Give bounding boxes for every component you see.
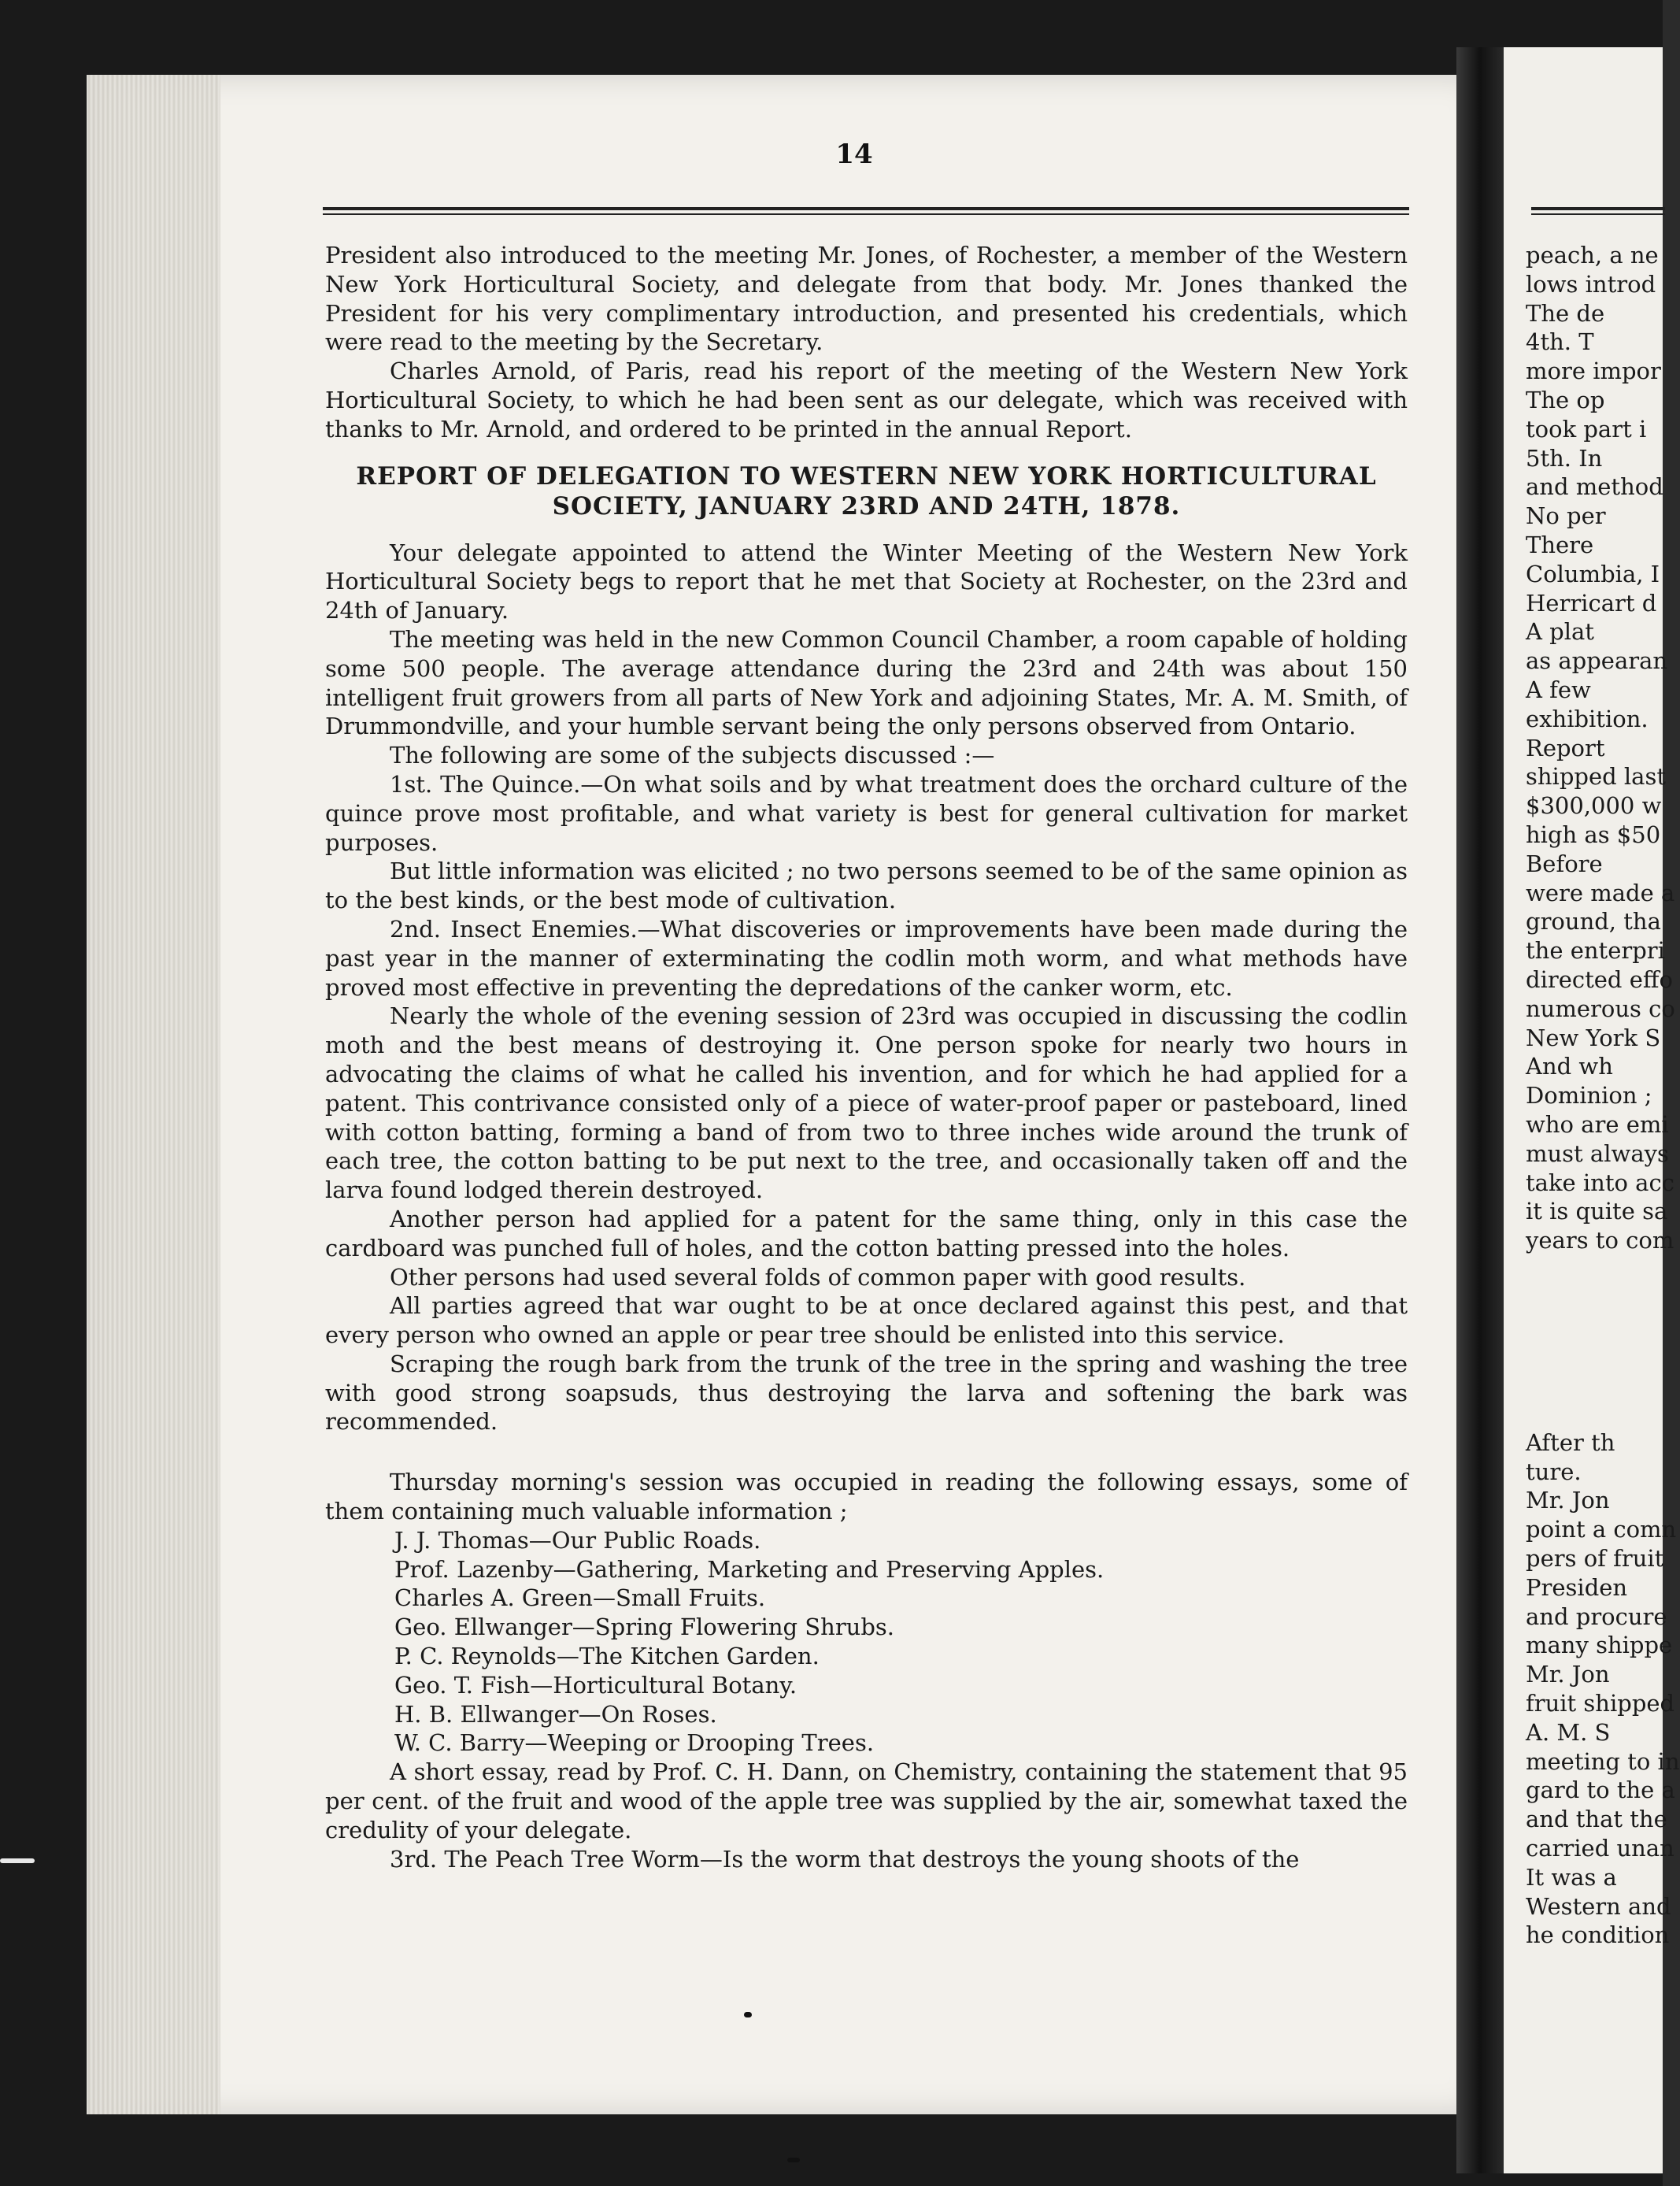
fragment-line: peach, a ne xyxy=(1526,242,1659,269)
fragment-line: A few xyxy=(1526,676,1591,703)
fragment-line: Report xyxy=(1526,734,1605,761)
paragraph: Your delegate appointed to attend the Winter Meeting of the Western New York Horticultural Society begs to report that he met that Society at Rochester, on the 23rd and 24th of January. xyxy=(325,539,1408,624)
paragraph: Other persons had used several folds of common paper with good results. xyxy=(390,1263,1246,1291)
fragment-line: who are emi xyxy=(1526,1110,1669,1138)
fragment-line: must always xyxy=(1526,1139,1669,1167)
fragment-line: New York S xyxy=(1526,1024,1661,1051)
fragment-line: directed effo xyxy=(1526,965,1673,993)
heading-line-1: REPORT OF DELEGATION TO WESTERN NEW YORK HORTICULTURAL xyxy=(356,461,1377,491)
fragment-line: The de xyxy=(1526,299,1605,327)
fragment-line: Herricart d xyxy=(1526,589,1657,617)
fragment-line: And wh xyxy=(1526,1053,1613,1080)
fragment-line: Presiden xyxy=(1526,1573,1628,1601)
section-gap xyxy=(325,1436,1408,1468)
left-page-body xyxy=(325,241,1408,1873)
fragment-line: A. M. S xyxy=(1526,1718,1611,1746)
paragraph: 1st. The Quince.—On what soils and by what treatment does the orchard culture of the quince prove most profitable, and what variety is best for general cultivation for market purposes. xyxy=(325,770,1408,856)
essay-item: Prof. Lazenby—Gathering, Marketing and Preserving Apples. xyxy=(394,1555,1105,1583)
fragment-line: take into acc xyxy=(1526,1169,1674,1196)
scan-mark xyxy=(0,1858,35,1863)
ink-speck xyxy=(744,2012,752,2017)
paragraph: Nearly the whole of the evening session of 23rd was occupied in discussing the codlin moth and the best means of destroying it. One person spoke for nearly two hours in advocating the claims of what he called his invention, and for which he had applied for a patent. This contrivance consisted only of a piece of water-proof paper or pasteboard, lined with cotton batting, forming a band of from two to three inches wide around the trunk of each tree, the cotton batting to be put next to the tree, and occasionally taken off and the larva found lodged therein destroyed. xyxy=(325,1002,1408,1204)
fragment-line: the enterpri xyxy=(1526,937,1665,965)
fragment-line: it is quite sa xyxy=(1526,1198,1668,1225)
essay-item: Charles A. Green—Small Fruits. xyxy=(394,1584,766,1612)
fragment-line: Columbia, I xyxy=(1526,560,1660,587)
fragment-line: ture. xyxy=(1526,1458,1582,1485)
paragraph: 3rd. The Peach Tree Worm—Is the worm that destroys the young shoots of the xyxy=(390,1845,1300,1873)
fragment-line: 5th. In xyxy=(1526,444,1603,472)
paragraph: A short essay, read by Prof. C. H. Dann, on Chemistry, containing the statement that 95 per cent. of the fruit and wood of the apple tree was supplied by the air, somewhat taxed the credulity of your delegate. xyxy=(325,1758,1408,1843)
essay-item: P. C. Reynolds—The Kitchen Garden. xyxy=(394,1643,820,1670)
paragraph: President also introduced to the meeting Mr. Jones, of Rochester, a member of the Western New York Horticultural Society, and delegate from that body. Mr. Jones thanked the President for his very complimentary introduction, and presented his credentials, which were read to the meeting by the Secretary. xyxy=(325,242,1408,356)
ink-speck xyxy=(787,2158,800,2162)
fragment-line: No per xyxy=(1526,502,1606,530)
fragment-line: point a comn xyxy=(1526,1516,1677,1543)
fragment-line: shipped last xyxy=(1526,763,1667,791)
essay-item: H. B. Ellwanger—On Roses. xyxy=(394,1700,717,1728)
fragment-line: There xyxy=(1526,531,1594,558)
essay-item: W. C. Barry—Weeping or Drooping Trees. xyxy=(394,1729,875,1757)
essay-item: Geo. Ellwanger—Spring Flowering Shrubs. xyxy=(394,1614,895,1641)
fragment-line: Dominion ; xyxy=(1526,1082,1652,1110)
fragment-line: as appearan xyxy=(1526,647,1668,675)
fragment-line: gard to the a xyxy=(1526,1777,1675,1804)
fragment-line: Western and xyxy=(1526,1892,1671,1920)
fragment-line: It was a xyxy=(1526,1863,1617,1891)
fragment-line: Mr. Jon xyxy=(1526,1661,1610,1688)
fragment-line: Before xyxy=(1526,850,1603,877)
page-edge-stack xyxy=(87,75,220,2114)
fragment-line: took part i xyxy=(1526,415,1647,443)
book-gutter xyxy=(1456,47,1504,2173)
fragment-line: and that the xyxy=(1526,1806,1667,1833)
right-header-rule xyxy=(1531,207,1665,215)
paragraph: Another person had applied for a patent for the same thing, only in this case the cardboard was punched full of holes, and the cotton batting pressed into the holes. xyxy=(325,1205,1408,1262)
fragment-gap xyxy=(1526,1255,1667,1428)
fragment-line: fruit shipped xyxy=(1526,1690,1675,1717)
fragment-line: and procure xyxy=(1526,1602,1667,1630)
fragment-line: exhibition. xyxy=(1526,705,1649,732)
paragraph: All parties agreed that war ought to be at once declared against this pest, and that every person who owned an apple or pear tree should be enlisted into this service. xyxy=(325,1292,1408,1349)
fragment-line: and method xyxy=(1526,473,1663,501)
fragment-line: he condition xyxy=(1526,1921,1670,1949)
fragment-line: years to com xyxy=(1526,1227,1674,1254)
right-page-fragments xyxy=(1526,241,1680,1950)
fragment-line: were made a xyxy=(1526,879,1675,906)
header-rule xyxy=(323,207,1409,215)
paragraph: The meeting was held in the new Common Council Chamber, a room capable of holding some 500 people. The average attendance during the 23rd and 24th was about 150 intelligent fruit growers from all parts of New York and adjoining States, Mr. A. M. Smith, of Drummondville, and your humble servant being the only persons observed from Ontario. xyxy=(325,625,1408,740)
fragment-line: more impor xyxy=(1526,358,1661,385)
fragment-line: lows introd xyxy=(1526,270,1656,298)
paragraph: Thursday morning's session was occupied in reading the following essays, some of them containing much valuable information ; xyxy=(325,1469,1408,1525)
essay-item: J. J. Thomas—Our Public Roads. xyxy=(394,1526,761,1554)
fragment-line: $300,000 w xyxy=(1526,792,1662,820)
paragraph: Charles Arnold, of Paris, read his report of the meeting of the Western New York Horticultural Society, to which he had been sent as our delegate, which was received with thanks to Mr. Arnold, and ordered to be printed in the annual Report. xyxy=(325,358,1408,443)
paragraph: The following are some of the subjects discussed :— xyxy=(390,742,995,769)
fragment-line: The op xyxy=(1526,386,1605,413)
fragment-line: many shippe xyxy=(1526,1632,1673,1659)
fragment-line: pers of fruit xyxy=(1526,1545,1664,1573)
fragment-line: A plat xyxy=(1526,618,1594,646)
fragment-line: carried unan xyxy=(1526,1835,1674,1862)
page-number: 14 xyxy=(835,139,873,170)
paragraph: But little information was elicited ; no two persons seemed to be of the same opinion as to the best kinds, or the best mode of cultivation. xyxy=(325,858,1408,914)
heading-line-2: SOCIETY, JANUARY 23RD AND 24TH, 1878. xyxy=(552,491,1181,521)
essay-item: Geo. T. Fish—Horticultural Botany. xyxy=(394,1671,797,1699)
paragraph: 2nd. Insect Enemies.—What discoveries or improvements have been made during the past year in the manner of exterminating the codlin moth worm, and what methods have proved most effective in preventing the depredations of the canker worm, etc. xyxy=(325,915,1408,1001)
report-heading xyxy=(325,461,1408,521)
fragment-line: 4th. T xyxy=(1526,328,1594,356)
fragment-line: high as $50 xyxy=(1526,821,1661,848)
fragment-line: numerous co xyxy=(1526,995,1675,1022)
fragment-line: After th xyxy=(1526,1428,1615,1456)
fragment-line: meeting to in xyxy=(1526,1747,1680,1775)
fragment-line: ground, tha xyxy=(1526,908,1661,936)
fragment-line: Mr. Jon xyxy=(1526,1487,1610,1514)
paragraph: Scraping the rough bark from the trunk of the tree in the spring and washing the tree with good strong soapsuds, thus destroying the larva and softening the bark was recommended. xyxy=(325,1350,1408,1436)
